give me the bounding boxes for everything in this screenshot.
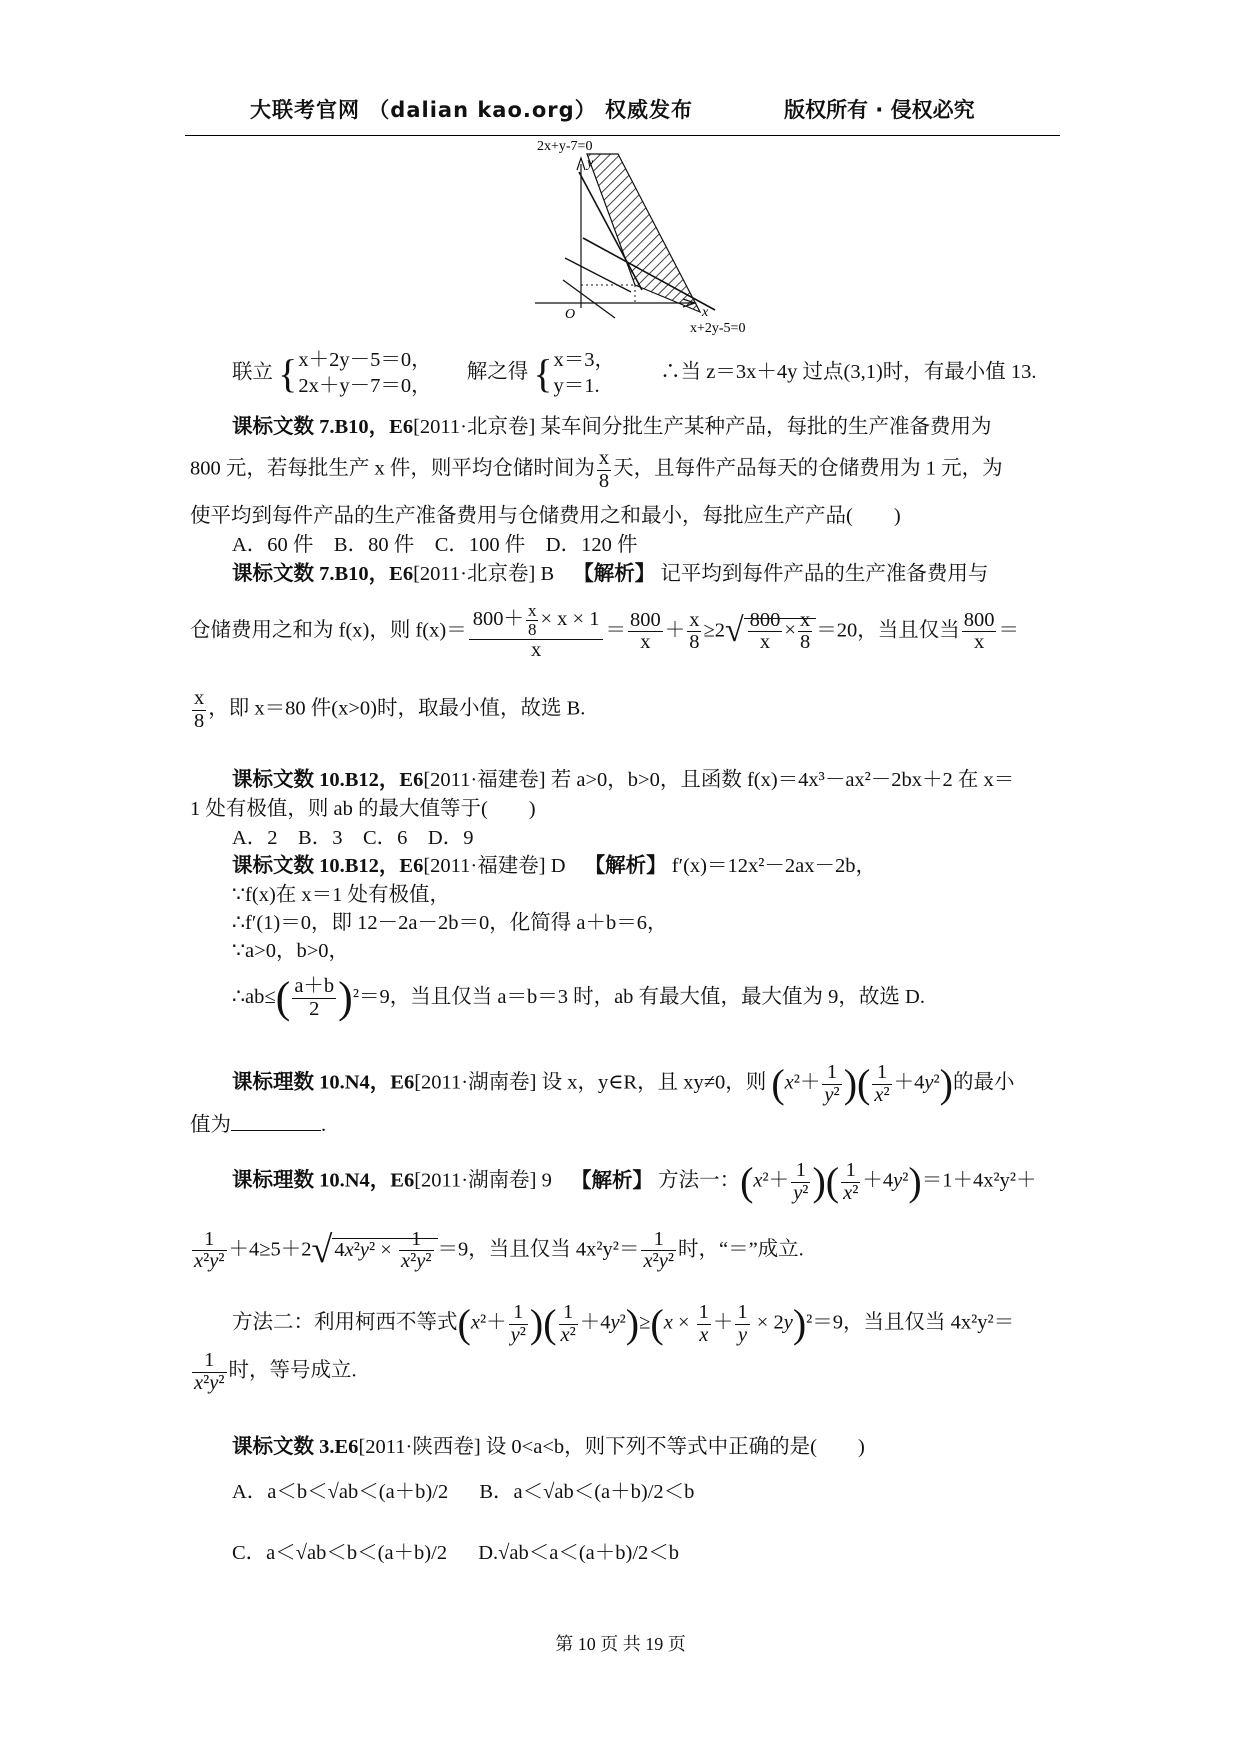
- option-d: D.√ab＜a＜(a＋b)/2＜b: [478, 1542, 680, 1564]
- q3-options-cd: [232, 1541, 679, 1566]
- page-header: [250, 94, 975, 124]
- a-hunan-line3: 方法二：利用柯西不等式(x²＋ $\frac{1}{\text{y²}}$ )( $\frac{1}{\text{x²}}$ ＋4y²)≥(x × $\frac{1}{x}$ ＋ $\frac{1}{y}$ × 2y)²＝9，当且仅当 4x²y²＝: [232, 1300, 1015, 1346]
- q10-line1: 课标文数 10.B12，E6[2011·福建卷] 若 a>0，b>0，且函数 f(x)＝4x³－ax²－2bx＋2 在 x＝: [232, 769, 1015, 791]
- q-hunan-line1: 课标理数 10.N4，E6[2011·湖南卷] 设 x，y∈R，且 xy≠0，则 (x²＋ $\frac{1}{\text{y²}}$ )( $\frac{1}{\text{x²}}$ ＋4y²)的最小: [232, 1060, 1015, 1106]
- a-hunan-line1: 课标理数 10.N4，E6[2011·湖南卷] 9 【解析】 方法一：(x²＋ $\frac{1}{\text{y²}}$ )( $\frac{1}{\text{x²}}$ ＋4y²)＝1＋4x²y²＋: [232, 1158, 1037, 1204]
- a7-line2: 仓储费用之和为 f(x)，则 f(x)＝ 800＋ $\frac{x}{8}$ × x × 1 x ＝ $\frac{800}{x}$ ＋ $\frac{x}{8}$ ≥2√ $\frac{800}{x}$ × $\frac{x}{8}$ ＝20，当且仅当 $\frac{800}{x}$ ＝: [190, 601, 1019, 661]
- x-axis-label: x: [702, 305, 709, 320]
- a-hunan-line2: $\frac{1}{\text{x²y²}}$ ＋4≥5＋2√4x²y² × $\frac{1}{\text{x²y²}}$ ＝9，当且仅当 4x²y²＝ $\frac{1}{\text{x²y²}}$ 时，“＝”成立.: [194, 1227, 804, 1273]
- a7-line1: 课标文数 7.B10，E6[2011·北京卷] B 【解析】 记平均到每件产品的生产准备费用与: [232, 563, 989, 585]
- answer-blank[interactable]: [231, 1112, 321, 1131]
- q-hunan-line2: 值为 .: [190, 1114, 327, 1136]
- option-c: C．a＜√ab＜b＜(a＋b)/2: [232, 1542, 448, 1564]
- a10-line2: ∵f(x)在 x＝1 处有极值，: [232, 884, 451, 906]
- header-rule: [185, 135, 1060, 136]
- line2-label: x+2y-5=0: [690, 321, 746, 335]
- header-site: 大联考官网 （dalian kao.org） 权威发布: [250, 98, 694, 122]
- system-line: 联立 { x＋2y－5＝0， 2x＋y－7＝0， 解之得 { x＝3， y＝1. ∴当 z＝3x＋4y 过点(3,1)时，有最小值 13.: [232, 349, 1037, 397]
- header-rights: 版权所有 · 侵权必究: [784, 98, 975, 122]
- a10-line3: ∴f′(1)＝0，即 12－2a－2b＝0，化简得 a＋b＝6，: [232, 912, 668, 934]
- a10-line5: ∴ab≤( $\frac{a+b}{2}$ )²＝9，当且仅当 a＝b＝3 时，ab 有最大值，最大值为 9，故选 D.: [232, 973, 925, 1022]
- q10-options: A．2 B．3 C．6 D．9: [232, 827, 474, 849]
- q7-line3: 使平均到每件产品的生产准备费用与仓储费用之和最小，每批应生产产品( ): [190, 505, 901, 527]
- q7-options: A．60 件 B．80 件 C．100 件 D．120 件: [232, 534, 638, 556]
- q7-line1: 课标文数 7.B10，E6[2011·北京卷] 某车间分批生产某种产品，每批的生产准备费用为: [232, 416, 992, 438]
- option-b: B．a＜√ab＜(a＋b)/2＜b: [479, 1481, 695, 1503]
- page-footer: 第 10 页 共 19 页: [555, 1634, 686, 1654]
- origin-label: O: [565, 307, 576, 322]
- y-axis-label: y: [587, 156, 594, 171]
- q10-line2: 1 处有极值，则 ab 的最大值等于( ): [190, 798, 536, 820]
- a7-line3: $\frac{x}{8}$ ，即 x＝80 件(x>0)时，取最小值，故选 B.: [194, 687, 586, 732]
- option-a: A．a＜b＜√ab＜(a＋b)/2: [232, 1481, 449, 1503]
- a10-line4: ∵a>0，b>0，: [232, 940, 350, 962]
- q3-line1: 课标文数 3.E6[2011·陕西卷] 设 0<a<b，则下列不等式中正确的是( ): [232, 1436, 865, 1458]
- a10-line1: 课标文数 10.B12，E6[2011·福建卷] D 【解析】 f′(x)＝12x²－2ax－2b，: [232, 855, 876, 877]
- line1-label: 2x+y-7=0: [537, 140, 593, 154]
- q7-line2: 800 元，若每批生产 x 件，则平均仓储时间为 $\frac{x}{8}$ 天，且每件产品每天的仓储费用为 1 元，为: [190, 447, 1003, 492]
- q3-options-ab: [232, 1480, 694, 1505]
- a-hunan-line4: $\frac{1}{\text{x²y²}}$ 时，等号成立.: [194, 1349, 357, 1394]
- feasible-region-figure: [525, 140, 755, 335]
